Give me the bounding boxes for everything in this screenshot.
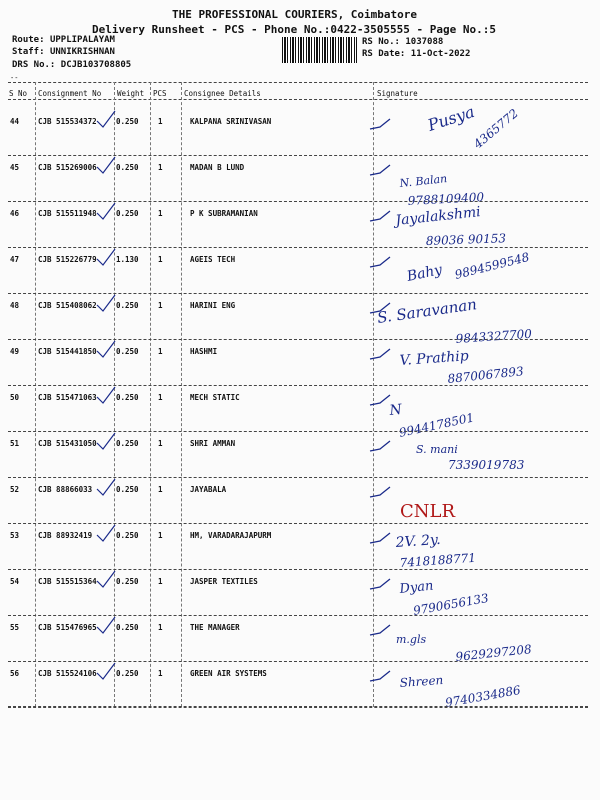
cell-sno: 45 <box>10 163 20 172</box>
row-separator <box>8 707 588 708</box>
check-mark-icon <box>95 571 117 591</box>
check-mark-icon <box>95 203 117 223</box>
signature-phone: 89036 90153 <box>425 231 507 248</box>
signature-name: S. Saravanan <box>376 295 478 327</box>
pen-tick-icon <box>370 211 390 221</box>
pen-tick-icon <box>370 165 390 175</box>
staff-label: Staff: <box>12 47 45 57</box>
cell-sno: 48 <box>10 301 20 310</box>
check-mark-icon <box>95 157 117 177</box>
cell-sno: 46 <box>10 209 20 218</box>
signature-name: N <box>388 401 403 419</box>
cell-pcs: 1 <box>158 669 163 678</box>
cell-consignment: CJB 88932419 <box>38 531 93 540</box>
pen-tick-icon <box>370 671 390 681</box>
pen-tick-icon <box>370 533 390 543</box>
cell-weight: 0.250 <box>116 209 139 218</box>
pen-tick-icon <box>370 487 390 497</box>
barcode <box>282 37 357 63</box>
check-mark-icon <box>95 617 117 637</box>
rs-no-label: RS No.: <box>362 37 400 47</box>
cell-weight: 0.250 <box>116 439 139 448</box>
cell-sno: 47 <box>10 255 20 264</box>
signature-name: S. mani <box>416 443 458 456</box>
cell-consignee: JAYABALA <box>190 485 227 494</box>
table-row <box>0 669 600 715</box>
signature-phone: 9788109400 <box>407 190 485 208</box>
cell-pcs: 1 <box>158 347 163 356</box>
rs-date-value: 11-Oct-2022 <box>410 49 471 59</box>
signature-phone: 9894599548 <box>453 249 531 282</box>
col-header-consignment: Consignment No <box>38 89 102 98</box>
check-mark-icon <box>95 525 117 545</box>
signature-phone: 7339019783 <box>448 458 525 472</box>
signature-name: Pusya <box>425 101 477 135</box>
cell-consignee: MECH STATIC <box>190 393 240 402</box>
signature-phone: 9843327700 <box>455 326 533 346</box>
cell-pcs: 1 <box>158 255 163 264</box>
cell-consignment: CJB 515476965 <box>38 623 97 632</box>
cell-weight: 0.250 <box>116 393 139 402</box>
cell-consignment: CJB 515431050 <box>38 439 97 448</box>
signature-phone: 9629297208 <box>454 642 533 664</box>
cell-consignee: HM, VARADARAJAPURM <box>190 531 272 540</box>
cell-weight: 0.250 <box>116 531 139 540</box>
staff-field <box>12 47 115 57</box>
cell-pcs: 1 <box>158 577 163 586</box>
company-title: THE PROFESSIONAL COURIERS, Coimbatore <box>172 8 418 21</box>
pen-tick-icon <box>370 441 390 451</box>
staff-value: UNNIKRISHNAN <box>49 47 115 57</box>
check-mark-icon <box>95 387 117 407</box>
cell-consignment: CJB 515269006 <box>38 163 97 172</box>
rs-date-label: RS Date: <box>362 49 406 59</box>
cell-pcs: 1 <box>158 117 163 126</box>
cell-pcs: 1 <box>158 485 163 494</box>
check-mark-icon <box>95 111 117 131</box>
cell-consignment: CJB 515441850 <box>38 347 97 356</box>
cell-consignee: KALPANA SRINIVASAN <box>190 117 272 126</box>
signature-name: Shreen <box>399 672 444 690</box>
cell-pcs: 1 <box>158 439 163 448</box>
col-header-pcs: PCS <box>153 89 167 98</box>
signature-name: N. Balan <box>398 172 448 190</box>
table-bottom-rule <box>8 706 588 707</box>
route-label: Route: <box>12 35 45 45</box>
signature-name: Dyan <box>398 578 435 597</box>
cell-consignee: AGEIS TECH <box>190 255 236 264</box>
pen-tick-icon <box>370 349 390 359</box>
cell-consignee: HASHMI <box>190 347 218 356</box>
signature-name: V. Prathip <box>399 348 470 369</box>
runsheet-title: Delivery Runsheet - PCS - Phone No.:0422-3505555 - Page No.:5 <box>92 23 496 36</box>
drs-value: DCJB103708805 <box>60 60 132 70</box>
check-mark-icon <box>95 479 117 499</box>
cell-sno: 54 <box>10 577 20 586</box>
signature-phone: 9944178501 <box>397 410 476 440</box>
signature-cell <box>360 661 600 721</box>
signature-name: m.gls <box>396 633 427 646</box>
cell-consignee: MADAN B LUND <box>190 163 245 172</box>
pen-tick-icon <box>370 579 390 589</box>
cell-weight: 0.250 <box>116 485 139 494</box>
cell-consignment: CJB 515524106 <box>38 669 97 678</box>
cell-sno: 44 <box>10 117 20 126</box>
cell-weight: 0.250 <box>116 301 139 310</box>
signature-phone: 8870067893 <box>446 364 525 386</box>
check-mark-icon <box>95 341 117 361</box>
cell-pcs: 1 <box>158 531 163 540</box>
cell-pcs: 1 <box>158 623 163 632</box>
cell-consignee: THE MANAGER <box>190 623 240 632</box>
cell-sno: 49 <box>10 347 20 356</box>
cell-consignment: CJB 515226779 <box>38 255 97 264</box>
cell-sno: 55 <box>10 623 20 632</box>
cell-sno: 53 <box>10 531 20 540</box>
cell-weight: 1.130 <box>116 255 139 264</box>
cell-sno: 52 <box>10 485 20 494</box>
pen-tick-icon <box>370 625 390 635</box>
cell-pcs: 1 <box>158 209 163 218</box>
cell-consignment: CJB 515515364 <box>38 577 97 586</box>
cell-consignment: CJB 88866033 <box>38 485 93 494</box>
cell-weight: 0.250 <box>116 577 139 586</box>
cell-sno: 56 <box>10 669 20 678</box>
cell-sno: 50 <box>10 393 20 402</box>
table-top-mark: -- <box>10 74 19 82</box>
rs-no-field <box>362 37 443 47</box>
drs-field <box>12 60 131 70</box>
signature-name: CNLR <box>400 501 456 522</box>
col-header-signature: Signature <box>377 89 418 98</box>
cell-consignment: CJB 515471063 <box>38 393 97 402</box>
signature-phone: 7418188771 <box>399 550 477 570</box>
pen-tick-icon <box>370 395 390 405</box>
pen-tick-icon <box>370 119 390 129</box>
cell-weight: 0.250 <box>116 163 139 172</box>
check-mark-icon <box>95 663 117 683</box>
signature-name: Bahy <box>405 261 444 285</box>
cell-pcs: 1 <box>158 301 163 310</box>
cell-weight: 0.250 <box>116 347 139 356</box>
cell-pcs: 1 <box>158 393 163 402</box>
signature-name: Jayalakshmi <box>394 204 482 229</box>
cell-consignee: GREEN AIR SYSTEMS <box>190 669 267 678</box>
table-header-rule <box>8 99 588 100</box>
signature-phone: 9740334886 <box>444 682 522 710</box>
check-mark-icon <box>95 433 117 453</box>
check-mark-icon <box>95 295 117 315</box>
cell-consignment: CJB 515534372 <box>38 117 97 126</box>
signature-name: 2V. 2y. <box>395 531 442 551</box>
cell-consignee: SHRI AMMAN <box>190 439 236 448</box>
cell-consignment: CJB 515511948 <box>38 209 97 218</box>
cell-weight: 0.250 <box>116 669 139 678</box>
col-header-weight: Weight <box>117 89 145 98</box>
col-header-consignee: Consignee Details <box>184 89 261 98</box>
rs-no-value: 1037088 <box>405 37 444 47</box>
check-mark-icon <box>95 249 117 269</box>
cell-pcs: 1 <box>158 163 163 172</box>
pen-tick-icon <box>370 257 390 267</box>
route-field <box>12 35 115 45</box>
cell-sno: 51 <box>10 439 20 448</box>
cell-consignee: HARINI ENG <box>190 301 236 310</box>
rs-date-field <box>362 49 470 59</box>
drs-label: DRS No.: <box>12 60 56 70</box>
table-top-rule <box>8 82 588 83</box>
route-value: UPPLIPALAYAM <box>49 35 115 45</box>
cell-consignment: CJB 515408062 <box>38 301 97 310</box>
signature-phone: 4365772 <box>470 106 521 152</box>
cell-weight: 0.250 <box>116 623 139 632</box>
cell-weight: 0.250 <box>116 117 139 126</box>
cell-consignee: JASPER TEXTILES <box>190 577 258 586</box>
col-header-sno: S No <box>9 89 28 98</box>
cell-consignee: P K SUBRAMANIAN <box>190 209 258 218</box>
signature-phone: 9790656133 <box>412 590 490 618</box>
